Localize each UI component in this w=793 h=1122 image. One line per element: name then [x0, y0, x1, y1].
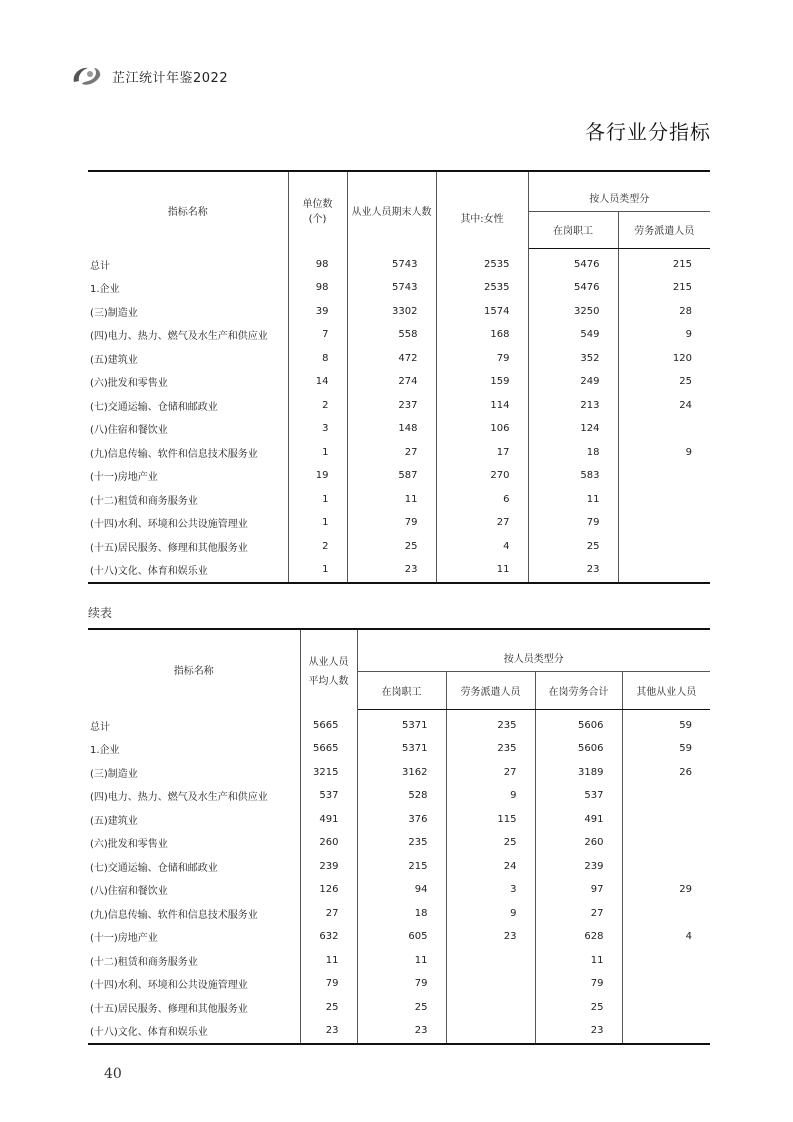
indicator-name-cell: (七)交通运输、仓储和邮政业 — [88, 855, 300, 879]
on-post-staff-cell: 124 — [528, 417, 618, 441]
dispatched-staff-cell — [618, 511, 710, 535]
dispatched-staff-cell: 120 — [672, 352, 692, 364]
table-row — [88, 535, 710, 559]
average-employees-cell: 491 — [300, 808, 357, 832]
unit-count-cell: 1 — [288, 441, 347, 465]
on-post-dispatch-total-cell: 239 — [535, 855, 622, 879]
average-employees-cell: 260 — [300, 831, 357, 855]
average-employees-cell: 79 — [300, 972, 357, 996]
header-unit-count — [288, 171, 347, 248]
female-cell: 4 — [436, 535, 528, 559]
book-title: 芷江统计年鉴2022 — [112, 70, 229, 86]
dispatched-staff-cell — [446, 972, 535, 996]
other-employees-cell — [622, 972, 710, 996]
on-post-dispatch-total-cell: 537 — [535, 784, 622, 808]
table-row — [88, 441, 710, 465]
table-row — [88, 394, 710, 418]
on-post-dispatch-total-cell: 3189 — [535, 761, 622, 785]
female-cell: 106 — [436, 417, 528, 441]
table-row — [88, 925, 710, 949]
other-employees-cell: 29 — [679, 884, 692, 896]
on-post-dispatch-total-cell: 79 — [535, 972, 622, 996]
dispatched-staff-cell: 23 — [446, 925, 535, 949]
employees-end-cell: 3302 — [347, 300, 436, 324]
other-employees-cell — [622, 831, 710, 855]
table-row — [88, 248, 710, 276]
on-post-staff-cell: 5371 — [357, 709, 446, 737]
dispatched-staff-cell: 115 — [446, 808, 535, 832]
dispatched-staff-cell: 215 — [672, 282, 692, 294]
on-post-staff-cell: 23 — [357, 1019, 446, 1044]
employees-end-cell: 11 — [347, 488, 436, 512]
on-post-staff-cell: 79 — [528, 511, 618, 535]
dispatched-staff-cell: 3 — [446, 878, 535, 902]
female-cell: 270 — [436, 464, 528, 488]
other-employees-cell — [622, 996, 710, 1020]
average-employees-cell: 537 — [300, 784, 357, 808]
industry-indicators-table — [88, 170, 710, 584]
indicator-name-cell: (三)制造业 — [88, 761, 300, 785]
on-post-dispatch-total-cell: 628 — [535, 925, 622, 949]
female-cell: 1574 — [436, 300, 528, 324]
on-post-staff-cell: 215 — [357, 855, 446, 879]
header-on-post-staff: 在岗职工 — [357, 671, 446, 709]
indicator-name-cell: (十二)租赁和商务服务业 — [88, 949, 300, 973]
table-row — [88, 902, 710, 926]
industry-indicators-continued-table — [88, 628, 710, 1045]
indicator-name-cell: 1.企业 — [88, 737, 300, 761]
employees-end-cell: 148 — [347, 417, 436, 441]
table-row — [88, 276, 710, 300]
dispatched-staff-cell — [618, 558, 710, 583]
table-row — [88, 761, 710, 785]
table-row — [88, 464, 710, 488]
table-row — [88, 808, 710, 832]
indicator-name-cell: (四)电力、热力、燃气及水生产和供应业 — [88, 784, 300, 808]
employees-end-cell: 25 — [347, 535, 436, 559]
indicator-name-cell: (七)交通运输、仓储和邮政业 — [88, 394, 288, 418]
table-row — [88, 300, 710, 324]
indicator-name-cell: (三)制造业 — [88, 300, 288, 324]
header-by-type: 按人员类型分 — [528, 171, 710, 211]
dispatched-staff-cell — [618, 535, 710, 559]
indicator-name-cell: (十八)文化、体育和娱乐业 — [88, 1019, 300, 1044]
female-cell: 2535 — [436, 248, 528, 276]
indicator-name-cell: (八)住宿和餐饮业 — [88, 417, 288, 441]
dispatched-staff-cell: 28 — [679, 305, 692, 317]
table-row — [88, 1019, 710, 1044]
dispatched-staff-cell: 24 — [679, 399, 692, 411]
header-dispatched-staff: 劳务派遣人员 — [618, 211, 710, 248]
female-cell: 6 — [436, 488, 528, 512]
on-post-staff-cell: 249 — [528, 370, 618, 394]
employees-end-cell: 23 — [347, 558, 436, 583]
dispatched-staff-cell: 9 — [446, 784, 535, 808]
on-post-staff-cell: 11 — [528, 488, 618, 512]
on-post-staff-cell: 18 — [357, 902, 446, 926]
dispatched-staff-cell — [618, 417, 710, 441]
indicator-name-cell: (八)住宿和餐饮业 — [88, 878, 300, 902]
other-employees-cell: 26 — [679, 766, 692, 778]
table-row — [88, 855, 710, 879]
average-employees-cell: 27 — [300, 902, 357, 926]
on-post-staff-cell: 25 — [357, 996, 446, 1020]
employees-end-cell: 472 — [347, 347, 436, 371]
dispatched-staff-cell — [446, 996, 535, 1020]
header-indicator-name: 指标名称 — [88, 171, 288, 248]
indicator-name-cell: (十八)文化、体育和娱乐业 — [88, 558, 288, 583]
unit-count-cell: 39 — [288, 300, 347, 324]
header-indicator-name: 指标名称 — [88, 629, 300, 709]
header-unit-count-line1: 单位数 — [302, 199, 333, 210]
on-post-staff-cell: 528 — [357, 784, 446, 808]
indicator-name-cell: (九)信息传输、软件和信息技术服务业 — [88, 902, 300, 926]
dispatched-staff-cell: 9 — [685, 446, 692, 458]
indicator-name-cell: (十二)租赁和商务服务业 — [88, 488, 288, 512]
on-post-staff-cell: 11 — [357, 949, 446, 973]
unit-count-cell: 3 — [288, 417, 347, 441]
page-header — [70, 62, 228, 90]
indicator-name-cell: (四)电力、热力、燃气及水生产和供应业 — [88, 323, 288, 347]
indicator-name-cell: (五)建筑业 — [88, 347, 288, 371]
on-post-staff-cell: 79 — [357, 972, 446, 996]
table-row — [88, 370, 710, 394]
table-row — [88, 323, 710, 347]
on-post-staff-cell: 5476 — [528, 248, 618, 276]
header-on-post-dispatch-total: 在岗劳务合计 — [535, 671, 622, 709]
header-employees-end: 从业人员期末人数 — [347, 171, 436, 248]
unit-count-cell: 7 — [288, 323, 347, 347]
page-number: 40 — [104, 1066, 122, 1082]
female-cell: 27 — [436, 511, 528, 535]
table-row — [88, 417, 710, 441]
unit-count-cell: 98 — [288, 248, 347, 276]
on-post-dispatch-total-cell: 97 — [535, 878, 622, 902]
unit-count-cell: 1 — [288, 511, 347, 535]
on-post-dispatch-total-cell: 5606 — [535, 737, 622, 761]
employees-end-cell: 5743 — [347, 248, 436, 276]
table-row — [88, 488, 710, 512]
female-cell: 2535 — [436, 276, 528, 300]
table-row — [88, 831, 710, 855]
other-employees-cell: 59 — [679, 719, 692, 731]
on-post-dispatch-total-cell: 5606 — [535, 709, 622, 737]
on-post-staff-cell: 376 — [357, 808, 446, 832]
on-post-staff-cell: 25 — [528, 535, 618, 559]
female-cell: 17 — [436, 441, 528, 465]
on-post-staff-cell: 605 — [357, 925, 446, 949]
indicator-name-cell: (六)批发和零售业 — [88, 370, 288, 394]
other-employees-cell: 59 — [679, 743, 692, 755]
average-employees-cell: 126 — [300, 878, 357, 902]
on-post-staff-cell: 3162 — [357, 761, 446, 785]
header-average-employees — [300, 629, 357, 709]
table-row — [88, 709, 710, 737]
dispatched-staff-cell — [618, 464, 710, 488]
on-post-dispatch-total-cell: 23 — [535, 1019, 622, 1044]
other-employees-cell — [622, 902, 710, 926]
on-post-dispatch-total-cell: 260 — [535, 831, 622, 855]
header-female: 其中:女性 — [436, 171, 528, 248]
employees-end-cell: 79 — [347, 511, 436, 535]
indicator-name-cell: 总计 — [88, 248, 288, 276]
on-post-staff-cell: 549 — [528, 323, 618, 347]
table-row — [88, 784, 710, 808]
female-cell: 79 — [436, 347, 528, 371]
table-row — [88, 878, 710, 902]
header-on-post-staff: 在岗职工 — [528, 211, 618, 248]
average-employees-cell: 239 — [300, 855, 357, 879]
dispatched-staff-cell: 27 — [446, 761, 535, 785]
female-cell: 168 — [436, 323, 528, 347]
on-post-staff-cell: 94 — [357, 878, 446, 902]
average-employees-cell: 632 — [300, 925, 357, 949]
on-post-dispatch-total-cell: 491 — [535, 808, 622, 832]
unit-count-cell: 1 — [288, 488, 347, 512]
dispatched-staff-cell: 24 — [446, 855, 535, 879]
on-post-staff-cell: 235 — [357, 831, 446, 855]
header-other-employees: 其他从业人员 — [622, 671, 710, 709]
female-cell: 159 — [436, 370, 528, 394]
other-employees-cell — [622, 1019, 710, 1044]
average-employees-cell: 3215 — [300, 761, 357, 785]
continued-label: 续表 — [88, 606, 113, 620]
female-cell: 11 — [436, 558, 528, 583]
unit-count-cell: 98 — [288, 276, 347, 300]
table-row — [88, 511, 710, 535]
table-row — [88, 347, 710, 371]
table-row — [88, 972, 710, 996]
header-average-line1: 从业人员 — [308, 656, 349, 668]
unit-count-cell: 14 — [288, 370, 347, 394]
indicator-name-cell: (十四)水利、环境和公共设施管理业 — [88, 972, 300, 996]
other-employees-cell — [622, 855, 710, 879]
on-post-staff-cell: 5371 — [357, 737, 446, 761]
indicator-name-cell: (十一)房地产业 — [88, 925, 300, 949]
on-post-dispatch-total-cell: 25 — [535, 996, 622, 1020]
header-average-line2: 平均人数 — [308, 675, 349, 687]
other-employees-cell: 4 — [685, 931, 692, 943]
dispatched-staff-cell: 9 — [685, 329, 692, 341]
table-row — [88, 737, 710, 761]
indicator-name-cell: (十一)房地产业 — [88, 464, 288, 488]
employees-end-cell: 5743 — [347, 276, 436, 300]
employees-end-cell: 587 — [347, 464, 436, 488]
average-employees-cell: 11 — [300, 949, 357, 973]
on-post-staff-cell: 3250 — [528, 300, 618, 324]
dispatched-staff-cell: 9 — [446, 902, 535, 926]
on-post-dispatch-total-cell: 11 — [535, 949, 622, 973]
employees-end-cell: 558 — [347, 323, 436, 347]
page-title: 各行业分指标 — [585, 120, 711, 144]
on-post-dispatch-total-cell: 27 — [535, 902, 622, 926]
dispatched-staff-cell — [618, 488, 710, 512]
table-row — [88, 558, 710, 583]
header-dispatched-staff: 劳务派遣人员 — [446, 671, 535, 709]
dispatched-staff-cell — [446, 949, 535, 973]
female-cell: 114 — [436, 394, 528, 418]
yearbook-logo-icon — [70, 64, 106, 88]
average-employees-cell: 23 — [300, 1019, 357, 1044]
dispatched-staff-cell: 215 — [672, 258, 692, 270]
on-post-staff-cell: 23 — [528, 558, 618, 583]
indicator-name-cell: 总计 — [88, 709, 300, 737]
on-post-staff-cell: 352 — [528, 347, 618, 371]
indicator-name-cell: (十五)居民服务、修理和其他服务业 — [88, 996, 300, 1020]
on-post-staff-cell: 213 — [528, 394, 618, 418]
unit-count-cell: 1 — [288, 558, 347, 583]
average-employees-cell: 5665 — [300, 737, 357, 761]
indicator-name-cell: (十四)水利、环境和公共设施管理业 — [88, 511, 288, 535]
dispatched-staff-cell: 25 — [446, 831, 535, 855]
employees-end-cell: 237 — [347, 394, 436, 418]
dispatched-staff-cell: 235 — [446, 709, 535, 737]
header-unit-count-line2: (个) — [308, 214, 327, 225]
table-row — [88, 949, 710, 973]
other-employees-cell — [622, 949, 710, 973]
employees-end-cell: 274 — [347, 370, 436, 394]
header-by-type: 按人员类型分 — [357, 629, 710, 671]
other-employees-cell — [622, 784, 710, 808]
indicator-name-cell: (六)批发和零售业 — [88, 831, 300, 855]
on-post-staff-cell: 583 — [528, 464, 618, 488]
indicator-name-cell: 1.企业 — [88, 276, 288, 300]
employees-end-cell: 27 — [347, 441, 436, 465]
dispatched-staff-cell — [446, 1019, 535, 1044]
on-post-staff-cell: 18 — [528, 441, 618, 465]
indicator-name-cell: (五)建筑业 — [88, 808, 300, 832]
average-employees-cell: 5665 — [300, 709, 357, 737]
unit-count-cell: 8 — [288, 347, 347, 371]
unit-count-cell: 2 — [288, 535, 347, 559]
indicator-name-cell: (十五)居民服务、修理和其他服务业 — [88, 535, 288, 559]
other-employees-cell — [622, 808, 710, 832]
on-post-staff-cell: 5476 — [528, 276, 618, 300]
indicator-name-cell: (九)信息传输、软件和信息技术服务业 — [88, 441, 288, 465]
dispatched-staff-cell: 25 — [679, 376, 692, 388]
average-employees-cell: 25 — [300, 996, 357, 1020]
dispatched-staff-cell: 235 — [446, 737, 535, 761]
unit-count-cell: 2 — [288, 394, 347, 418]
unit-count-cell: 19 — [288, 464, 347, 488]
table-row — [88, 996, 710, 1020]
